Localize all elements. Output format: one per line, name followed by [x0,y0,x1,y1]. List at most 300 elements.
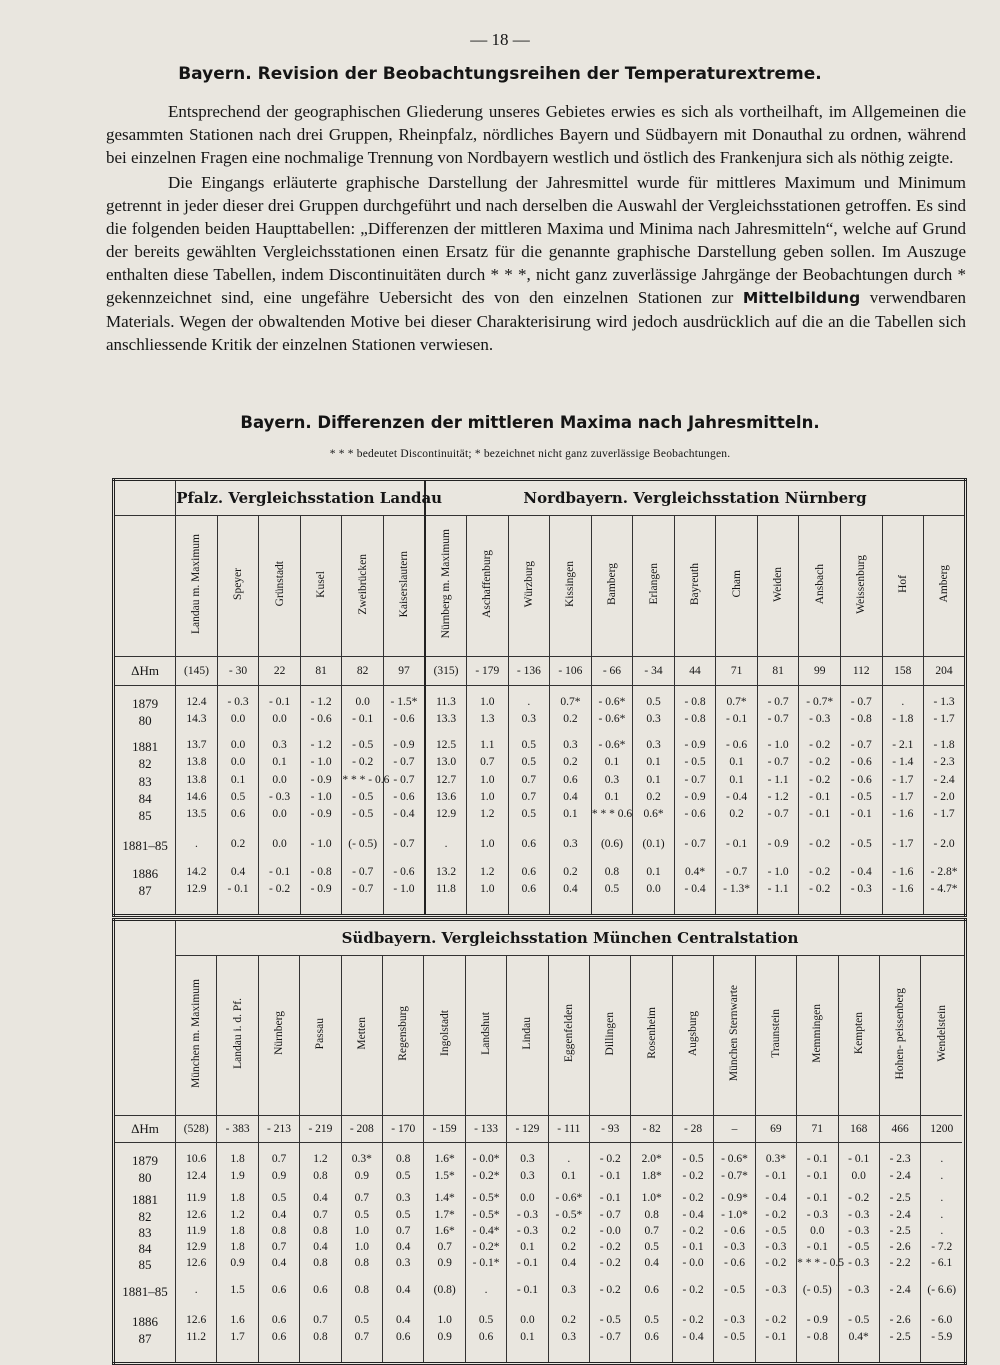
table-cell: 0.3 [259,739,301,756]
table-cell: 14.6 [176,791,218,808]
table-row [114,838,966,866]
station-header [716,516,758,657]
table-cell: 0.8 [258,1225,299,1241]
filler-cell [548,1348,589,1364]
filler-row [114,1348,966,1364]
table-cell: - 0.4* [465,1225,506,1241]
spacer-row [114,686,966,697]
table-cell: - 0.6 [383,713,425,739]
height-difference-value: - 82 [631,1116,672,1143]
table-cell: 0.9 [217,1257,258,1284]
table-cell: 1.8 [217,1241,258,1257]
table-cell: - 0.4 [716,791,758,808]
table-cell: - 0.7* [799,696,841,713]
table-cell: - 0.2 [799,883,841,900]
table-cell: 0.8 [300,1170,341,1192]
row-year: 80 [138,713,152,728]
station-name: Passau [314,1017,327,1049]
table-cell: - 1.6 [882,866,924,883]
spacer-cell [924,686,966,697]
table-cell: 0.6 [258,1314,299,1331]
station-header-row [114,516,966,657]
station-header [508,516,550,657]
table-cell: 13.2 [425,866,467,883]
table-cell: 14.3 [176,713,218,739]
table-cell: - 1.7 [924,713,966,739]
table-cell: 0.4 [300,1241,341,1257]
table-cell: - 0.3 [838,1284,879,1314]
table-cell: - 0.2 [755,1209,796,1225]
table-cell: 0.2 [548,1314,589,1331]
table-cell: - 6.0 [921,1314,962,1331]
station-header [467,516,509,657]
table-cell: - 1.0 [383,883,425,900]
filler-cell [672,1348,713,1364]
station-name: Kissingen [564,561,577,607]
station-header [674,516,716,657]
table-cell: - 0.1 [507,1257,548,1284]
table-cell: 1.5* [424,1170,465,1192]
filler-cell [114,1348,176,1364]
spacer-cell [300,686,342,697]
table-cell: - 0.3 [217,696,259,713]
table-row [114,1241,966,1257]
spacer-cell [633,686,675,697]
station-header [341,955,382,1116]
height-difference-row [114,657,966,686]
table-cell: 0.8 [300,1331,341,1348]
height-difference-value: – [714,1116,755,1143]
table-cell: 13.7 [176,739,218,756]
table-cell: 0.3 [548,1284,589,1314]
station-header [757,516,799,657]
table-cell: - 2.2 [879,1257,920,1284]
table-cell: - 0.6* [714,1153,755,1170]
table-cell: 0.5 [508,739,550,756]
station-header [383,955,424,1116]
table-row [114,791,966,808]
table-cell: 0.5 [591,883,633,900]
corner-cell [114,480,176,516]
station-header [631,955,672,1116]
table-cell: . [921,1225,962,1241]
table-cell: - 0.8 [674,696,716,713]
table-cell: 0.4 [383,1314,424,1331]
table-cell: - 0.2 [799,838,841,866]
table-cell: 0.8 [300,1257,341,1284]
station-header-corner [114,955,176,1116]
table-row [114,1257,966,1284]
table-cell: 0.0 [217,756,259,774]
spacer-cell [217,686,259,697]
height-difference-value: 71 [797,1116,838,1143]
table-cell: 0.1 [591,756,633,774]
table-cell: 0.6 [258,1331,299,1348]
table-cell: 1.2 [467,808,509,838]
table-cell: 12.4 [176,696,218,713]
table-cell: 0.6 [508,866,550,883]
table-cell: - 0.8 [300,866,342,883]
spacer-cell [548,1143,589,1154]
filler-cell [590,1348,631,1364]
table-cell: - 0.9 [674,739,716,756]
table-cell: 0.2 [550,756,592,774]
table-cell: - 0.7 [840,696,882,713]
table-cell: 0.2 [217,838,259,866]
filler-cell [176,1348,217,1364]
table-cell: 1.0 [467,791,509,808]
table-cell: - 0.7 [383,774,425,791]
row-year: 1881–85 [122,838,168,853]
table-cell: - 0.4 [672,1209,713,1225]
table-cell: - 0.1 [755,1331,796,1348]
table-cell: - 0.3 [714,1314,755,1331]
table-cell: - 0.3 [797,1209,838,1225]
row-year: 87 [138,883,152,898]
height-difference-value: - 106 [550,657,592,686]
station-name: Lindau [521,1016,534,1050]
table-cell: - 2.0 [924,791,966,808]
filler-cell [465,1348,506,1364]
table-cell: - 0.7 [716,866,758,883]
table-cell: - 0.5 [755,1225,796,1241]
table-cell: 1.8 [217,1153,258,1170]
table-cell: - 0.7 [757,756,799,774]
table-cell: 0.9 [341,1170,382,1192]
table-cell: - 0.7 [674,774,716,791]
table-suedbayern [112,918,967,1365]
row-year: 1886 [132,866,159,881]
table-cell: - 0.5 [674,756,716,774]
table-cell: - 0.1 [797,1153,838,1170]
station-name: Bayreuth [689,562,702,606]
table-cell: 1.4* [424,1192,465,1209]
filler-cell [757,900,799,916]
height-difference-value: - 208 [341,1116,382,1143]
filler-cell [258,1348,299,1364]
filler-cell [797,1348,838,1364]
table-cell: 13.6 [425,791,467,808]
table-cell: 0.2 [548,1225,589,1241]
station-name: Erlangen [647,563,660,605]
table-cell: 0.8 [591,866,633,883]
table-cell: - 0.6* [548,1192,589,1209]
table-cell: - 2.3 [879,1153,920,1170]
table-cell: 0.5 [465,1314,506,1331]
table-cell: 0.4 [550,791,592,808]
table-cell: - 0.6 [714,1257,755,1284]
height-difference-value: 82 [342,657,384,686]
station-header [797,955,838,1116]
height-difference-value: 22 [259,657,301,686]
table-cell: - 0.4 [674,883,716,900]
table-cell: - 2.4 [879,1284,920,1314]
table-cell: 0.4* [674,866,716,883]
filler-cell [383,900,425,916]
table-cell: 1.2 [300,1153,341,1170]
filler-cell [550,900,592,916]
table-cell: - 1.2 [757,791,799,808]
table-row [114,1209,966,1225]
table-cell: 0.7* [716,696,758,713]
table-cell: 0.0 [259,838,301,866]
table-cell: 0.4 [383,1241,424,1257]
table-cell: 1.0 [341,1241,382,1257]
table-cell: 0.5 [258,1192,299,1209]
table-cell: - 7.2 [921,1241,962,1257]
station-name: Aschaffenburg [481,550,494,618]
table-cell: - 0.9 [300,883,342,900]
table-cell: - 0.4 [383,808,425,838]
table-cell: - 0.3 [799,713,841,739]
height-difference-value: - 66 [591,657,633,686]
table-cell: 0.2 [550,713,592,739]
station-header [591,516,633,657]
station-name: Regensburg [397,1005,410,1061]
table-cell: 0.5 [508,756,550,774]
table-cell: - 0.1 [799,791,841,808]
station-name: Kaiserslautern [397,550,410,618]
table-cell: - 0.2 [799,774,841,791]
table-cell: - 1.5* [383,696,425,713]
table-cell: (0.8) [424,1284,465,1314]
table-cell: 12.9 [176,1241,217,1257]
filler-cell [591,900,633,916]
table-cell: - 1.0 [757,739,799,756]
table-cell: 1.8 [217,1192,258,1209]
table-cell: - 1.7 [882,774,924,791]
row-year: 87 [138,1331,152,1346]
table-cell: - 0.9 [300,808,342,838]
table-cell: 1.0 [341,1225,382,1241]
table-cell: 0.3 [550,838,592,866]
spacer-cell [716,686,758,697]
table-row [114,774,966,791]
paragraph-2-part-b: verwendbaren Materials. Wegen der obwaltenden Motive bei dieser Charakterisirung wird jedoch ausdrücklich auf die an die Tabellen sich anschliessende Kritik der einzelnen Stationen verwiesen. [106,288,966,354]
table-cell: - 0.2 [672,1314,713,1331]
height-difference-value: 1200 [921,1116,962,1143]
station-name: Hohen- peissenberg [894,987,907,1079]
filler-cell [714,1348,755,1364]
table-cell: - 0.4 [755,1192,796,1209]
spacer-cell [591,686,633,697]
table-cell: - 0.7 [342,866,384,883]
table-cell: 0.6 [508,883,550,900]
table-cell: 1.0 [467,838,509,866]
table-cell: - 0.6* [591,739,633,756]
table-cell: 0.7 [300,1209,341,1225]
height-difference-value: (528) [176,1116,217,1143]
filler-cell [217,1348,258,1364]
table-cell: 0.1 [633,756,675,774]
table-cell: 0.3 [508,713,550,739]
table-cell: 1.3 [467,713,509,739]
table-cell: 0.1 [550,808,592,838]
table-cell: 1.2 [217,1209,258,1225]
table-cell: 0.9 [424,1257,465,1284]
height-difference-value: - 159 [424,1116,465,1143]
table-cell: (- 0.5) [342,838,384,866]
row-year: 1879 [132,1153,158,1168]
table-cell: 1.5 [217,1284,258,1314]
station-name: Bamberg [605,563,618,605]
station-header [548,955,589,1116]
station-header [507,955,548,1116]
table-row [114,1314,966,1331]
table-cell: - 0.3 [838,1257,879,1284]
table-cell: 0.8 [383,1153,424,1170]
table-cell: 2.0* [631,1153,672,1170]
table-cell: 0.6 [508,838,550,866]
table-cell: - 0.5 [342,739,384,756]
height-difference-value: 69 [755,1116,796,1143]
table-cell: - 2.5 [879,1331,920,1348]
height-difference-value: - 111 [548,1116,589,1143]
spacer-cell [674,686,716,697]
table-cell: - 0.5 [672,1153,713,1170]
group-header-row [114,480,966,516]
table-cell: - 0.2 [755,1257,796,1284]
table-cell: - 0.6 [840,756,882,774]
station-name: Eggenfelden [562,1004,575,1063]
table-cell: 0.1 [548,1170,589,1192]
table-cell: 0.1 [633,774,675,791]
table-row [114,1192,966,1209]
station-name: Metten [355,1016,368,1050]
table-cell: - 1.0 [757,866,799,883]
table-cell: 0.4 [217,866,259,883]
station-header [383,516,425,657]
table-legend: * * * bedeutet Discontinuität; * bezeichnet nicht ganz zuverlässige Beobachtungen. [329,448,731,460]
table-cell: 0.7 [467,756,509,774]
filler-cell [383,1348,424,1364]
height-difference-value: - 219 [300,1116,341,1143]
table-cell: - 1.0 [300,791,342,808]
table-cell: - 0.1 [590,1192,631,1209]
table-cell: 0.9 [424,1331,465,1348]
spacer-cell [882,686,924,697]
table-cell: - 0.2 [672,1284,713,1314]
table-cell: - 0.7 [590,1209,631,1225]
table-cell: - 0.0* [465,1153,506,1170]
table-cell: 0.5 [631,1241,672,1257]
table-pfalz-nordbayern [112,478,967,917]
spacer-cell [590,1143,631,1154]
table-cell: 0.3 [548,1331,589,1348]
paragraph-2-bold: Mittelbildung [742,289,861,307]
table-cell: - 0.5 [590,1314,631,1331]
filler-cell [114,900,176,916]
spacer-cell [341,1143,382,1154]
table-cell: 12.6 [176,1209,217,1225]
filler-cell [424,1348,465,1364]
table-cell: - 0.7 [383,838,425,866]
table-cell: - 0.2 [672,1170,713,1192]
table-cell: 0.6 [217,808,259,838]
table-cell: . [176,1284,217,1314]
station-name: Kempten [852,1012,865,1055]
table-cell: 13.8 [176,774,218,791]
height-difference-value: - 30 [217,657,259,686]
row-year: 1879 [132,696,159,711]
station-header [176,955,217,1116]
filler-cell [508,900,550,916]
station-header [590,955,631,1116]
table-cell: 0.7 [383,1225,424,1241]
spacer-cell [797,1143,838,1154]
table-cell: 1.7 [217,1331,258,1348]
table-cell: 1.0 [467,774,509,791]
height-difference-value: - 136 [508,657,550,686]
table-cell: 0.6 [465,1331,506,1348]
table-cell: 0.6 [550,774,592,791]
table-cell: - 0.9 [797,1314,838,1331]
table-cell: 1.0* [631,1192,672,1209]
station-header [921,955,962,1116]
table-cell: 0.0 [217,713,259,739]
station-header [217,955,258,1116]
table-cell: - 2.3 [924,756,966,774]
station-name: Kusel [315,570,328,598]
table-row [114,713,966,739]
table-cell: - 0.1 [259,866,301,883]
table-cell: - 0.2 [799,739,841,756]
filler-cell [799,900,841,916]
group-header: Südbayern. Vergleichsstation München Centralstation [176,920,966,956]
table-cell: 0.4 [548,1257,589,1284]
table-cell: 11.9 [176,1225,217,1241]
height-difference-value: - 28 [672,1116,713,1143]
filler-cell [755,1348,796,1364]
table-cell: - 0.2 [259,883,301,900]
spacer-cell [550,686,592,697]
row-year: 85 [138,808,152,823]
table-cell: - 0.5* [548,1209,589,1225]
table-cell: - 0.3 [755,1241,796,1257]
corner-cell [114,920,176,956]
table-row [114,883,966,900]
spacer-cell [383,1143,424,1154]
table-cell: 0.4 [550,883,592,900]
table-cell: 0.0 [342,696,384,713]
station-header [342,516,384,657]
station-name: Landau m. Maximum [190,534,203,634]
table-cell: 0.7* [550,696,592,713]
table-cell: 0.1 [716,774,758,791]
station-name: München m. Maximum [190,978,203,1088]
table-cell: . [921,1153,962,1170]
table-cell: 0.1 [217,774,259,791]
table-cell: 0.3 [383,1257,424,1284]
table-cell: - 0.2 [838,1192,879,1209]
station-header [176,516,218,657]
table-cell: 0.6 [631,1284,672,1314]
table-cell: 12.9 [425,808,467,838]
spacer-cell [879,1143,920,1154]
station-name: Weissenburg [855,554,868,614]
table-cell: - 1.0* [714,1209,755,1225]
table-cell: - 1.8 [882,713,924,739]
filler-cell [674,900,716,916]
table-cell: 0.1 [633,866,675,883]
table-cell: 0.4 [258,1257,299,1284]
table-cell: 0.7 [341,1192,382,1209]
height-difference-value: 97 [383,657,425,686]
station-name: Speyer [232,568,245,600]
row-year: 1881–85 [122,1284,168,1299]
table-cell: - 2.4 [879,1170,920,1192]
table-cell: - 2.5 [879,1225,920,1241]
